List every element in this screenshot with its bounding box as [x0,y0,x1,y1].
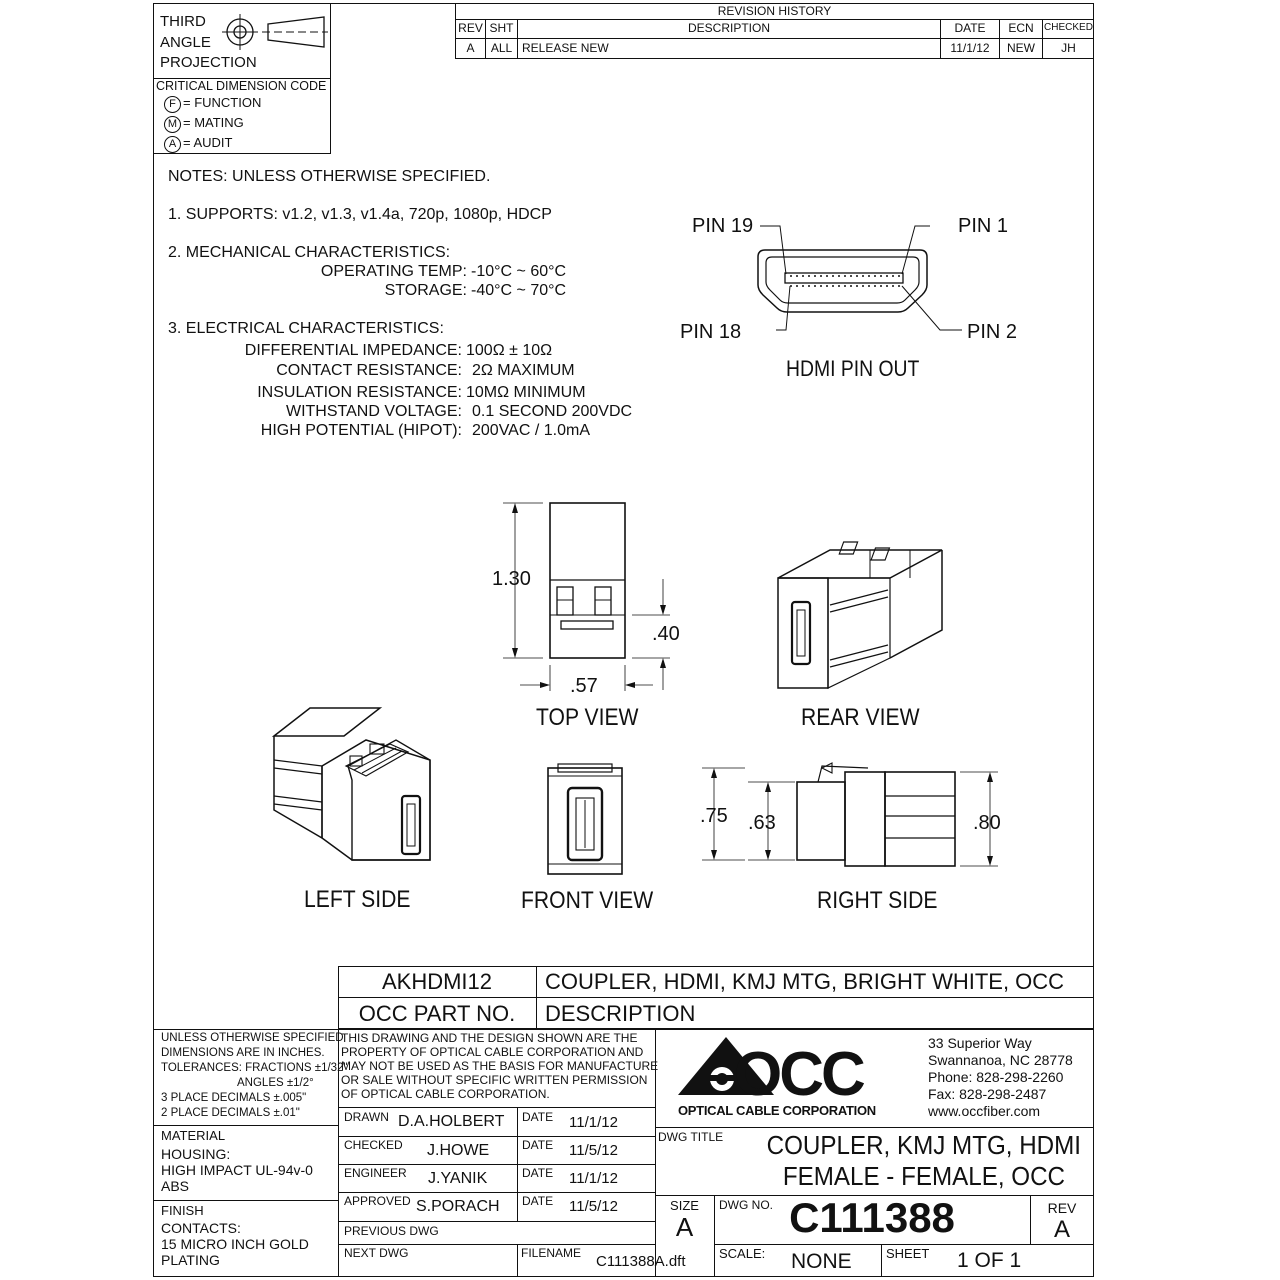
elec-label-4: HIGH POTENTIAL (HIPOT): [260,422,462,439]
dim-040: .40 [652,623,680,645]
approved-date-label: DATE [522,1194,554,1208]
elec-label-1: CONTACT RESISTANCE: [276,362,462,379]
elec-label-0: DIFFERENTIAL IMPEDANCE: [244,342,462,359]
tolerance-line4: ANGLES ±1/2° [237,1077,314,1089]
checked-label: CHECKED [344,1138,403,1152]
mating-code-icon: M [164,116,181,133]
mech-label-1: STORAGE: [384,282,467,299]
sht-cell: ALL [490,41,513,55]
approved-date: 11/5/12 [569,1198,618,1215]
checked-cell: JH [1061,41,1076,55]
pin19-label: PIN 19 [692,215,754,237]
drawn-date-label: DATE [522,1110,554,1124]
top-view-caption: TOP VIEW [536,704,639,731]
finish-line2: PLATING [161,1252,220,1268]
mech-value-1: -40°C ~ 70°C [471,282,567,299]
previous-dwg-label: PREVIOUS DWG [344,1224,439,1238]
company-web: www.occfiber.com [928,1103,1041,1119]
company-phone: Phone: 828-298-2260 [928,1069,1064,1085]
company-address1: 33 Superior Way [928,1035,1032,1051]
critical-code-title: CRITICAL DIMENSION CODE [156,79,327,93]
tolerance-line5: 3 PLACE DECIMALS ±.005" [161,1092,307,1104]
tolerance-line1: UNLESS OTHERWISE SPECIFIED [161,1032,344,1044]
svg-text:OPTICAL CABLE CORPORATION: OPTICAL CABLE CORPORATION [678,1103,876,1118]
engineer-name: J.YANIK [428,1170,488,1187]
approved-label: APPROVED [344,1194,411,1208]
tolerance-line3: TOLERANCES: FRACTIONS ±1/32" [161,1062,348,1074]
checked-name: J.HOWE [427,1142,490,1159]
sheet-label: SHEET [886,1246,930,1261]
elec-label-3: WITHSTAND VOLTAGE: [285,403,462,420]
finish-label: FINISH [161,1203,204,1218]
dim-075: .75 [700,805,728,827]
next-dwg-label: NEXT DWG [344,1246,409,1260]
pin18-label: PIN 18 [680,321,742,343]
dim-height-130: 1.30 [492,568,531,590]
engineer-date-label: DATE [522,1166,554,1180]
audit-code-icon: A [164,136,181,153]
rear-view-drawing [770,530,950,700]
critical-code-m: M = MATING [164,115,244,133]
description-cell: RELEASE NEW [522,41,609,55]
ecn-cell: NEW [1007,41,1035,55]
dwg-title-line2: FEMALE - FEMALE, OCC [782,1161,1065,1191]
approved-name: S.PORACH [416,1198,500,1215]
revision-history-title: REVISION HISTORY [717,4,832,18]
hdmi-pinout-caption: HDMI PIN OUT [786,356,920,381]
material-label: MATERIAL [161,1128,226,1143]
housing-line1: HIGH IMPACT UL-94v-0 [161,1162,313,1178]
front-view-drawing [540,760,630,880]
rear-view-caption: REAR VIEW [801,704,920,731]
note-3: 3. ELECTRICAL CHARACTERISTICS: [168,320,444,337]
checked-date-label: DATE [522,1138,554,1152]
sheet-value: 1 OF 1 [957,1249,1022,1272]
size-label: SIZE [670,1198,699,1213]
disclaimer-line2: PROPERTY OF OPTICAL CABLE CORPORATION AND [341,1045,644,1059]
note-1: 1. SUPPORTS: v1.2, v1.3, v1.4a, 720p, 1080p, HDCP [168,206,552,223]
elec-value-2: 10MΩ MINIMUM [466,384,586,401]
company-address2: Swannanoa, NC 28778 [928,1052,1073,1068]
right-side-drawing [700,760,1000,870]
checked-header: CHECKED [1044,22,1093,33]
disclaimer-line3: MAY NOT BE USED AS THE BASIS FOR MANUFACTURE [341,1059,659,1073]
sht-header: SHT [489,21,514,35]
dwg-no: C111388 [789,1194,955,1241]
drawn-name: D.A.HOLBERT [398,1113,505,1130]
pin2-label: PIN 2 [967,321,1018,343]
date-header: DATE [954,21,986,35]
checked-date: 11/5/12 [569,1142,618,1159]
pin1-label: PIN 1 [958,215,1009,237]
company-fax: Fax: 828-298-2487 [928,1086,1047,1102]
drawn-label: DRAWN [344,1110,389,1124]
disclaimer-line1: THIS DRAWING AND THE DESIGN SHOWN ARE THE [341,1031,638,1045]
tolerance-line6: 2 PLACE DECIMALS ±.01" [161,1107,300,1119]
part-description-label: DESCRIPTION [545,1001,696,1026]
elec-value-0: 100Ω ± 10Ω [466,342,553,359]
finish-line1: 15 MICRO INCH GOLD [161,1236,309,1252]
description-header: DESCRIPTION [687,21,770,35]
housing-line2: ABS [161,1178,190,1194]
top-view-drawing [495,495,685,695]
left-side-drawing [270,700,440,870]
note-2: 2. MECHANICAL CHARACTERISTICS: [168,244,451,261]
drawn-date: 11/1/12 [569,1114,618,1131]
date-cell: 11/1/12 [950,41,990,55]
rev-label: REV [1047,1200,1077,1216]
dim-080: .80 [973,812,1001,834]
elec-value-4: 200VAC / 1.0mA [472,422,590,439]
rev-value: A [1053,1216,1070,1243]
dwg-title-line1: COUPLER, KMJ MTG, HDMI [766,1130,1081,1160]
occ-logo-icon [676,1035,901,1121]
tolerance-line2: DIMENSIONS ARE IN INCHES. [161,1047,325,1059]
size-value: A [675,1212,694,1242]
hdmi-pinout-diagram [730,230,960,330]
dwg-no-label: DWG NO. [719,1198,773,1212]
housing-label: HOUSING: [161,1146,231,1162]
function-code-icon: F [164,96,181,113]
projection-line3: PROJECTION [160,54,257,71]
part-number: AKHDMI12 [381,969,493,994]
contacts-label: CONTACTS: [161,1220,241,1236]
part-description: COUPLER, HDMI, KMJ MTG, BRIGHT WHITE, OCC [545,969,1065,994]
notes-header: NOTES: UNLESS OTHERWISE SPECIFIED. [168,168,491,185]
front-view-caption: FRONT VIEW [521,887,654,914]
scale-value: NONE [791,1250,852,1273]
filename: C111388A.dft [596,1253,686,1270]
scale-label: SCALE: [719,1246,766,1261]
mech-value-0: -10°C ~ 60°C [471,263,567,280]
dwg-title-label: DWG TITLE [658,1130,724,1144]
elec-label-2: INSULATION RESISTANCE: [257,384,462,401]
projection-line2: ANGLE [160,34,211,51]
ecn-header: ECN [1008,21,1034,35]
disclaimer-line4: OR SALE WITHOUT SPECIFIC WRITTEN PERMISSION [341,1073,648,1087]
projection-line1: THIRD [160,13,206,30]
third-angle-projection-icon [222,12,332,54]
part-number-label: OCC PART NO. [358,1001,516,1026]
rev-cell: A [466,41,475,55]
dim-width-057: .57 [570,675,598,697]
engineer-label: ENGINEER [344,1166,407,1180]
left-side-caption: LEFT SIDE [304,886,411,913]
engineer-date: 11/1/12 [569,1170,618,1187]
critical-code-a: A = AUDIT [164,135,233,153]
mech-label-0: OPERATING TEMP: [320,263,467,280]
disclaimer-line5: OF OPTICAL CABLE CORPORATION. [341,1087,550,1101]
right-side-caption: RIGHT SIDE [817,887,938,914]
rev-header: REV [458,21,483,35]
critical-code-f: F = FUNCTION [164,95,261,113]
elec-value-3: 0.1 SECOND 200VDC [472,403,633,420]
filename-label: FILENAME [521,1246,582,1260]
svg-text:OCC: OCC [734,1040,863,1109]
elec-value-1: 2Ω MAXIMUM [472,362,575,379]
dim-063: .63 [748,812,776,834]
